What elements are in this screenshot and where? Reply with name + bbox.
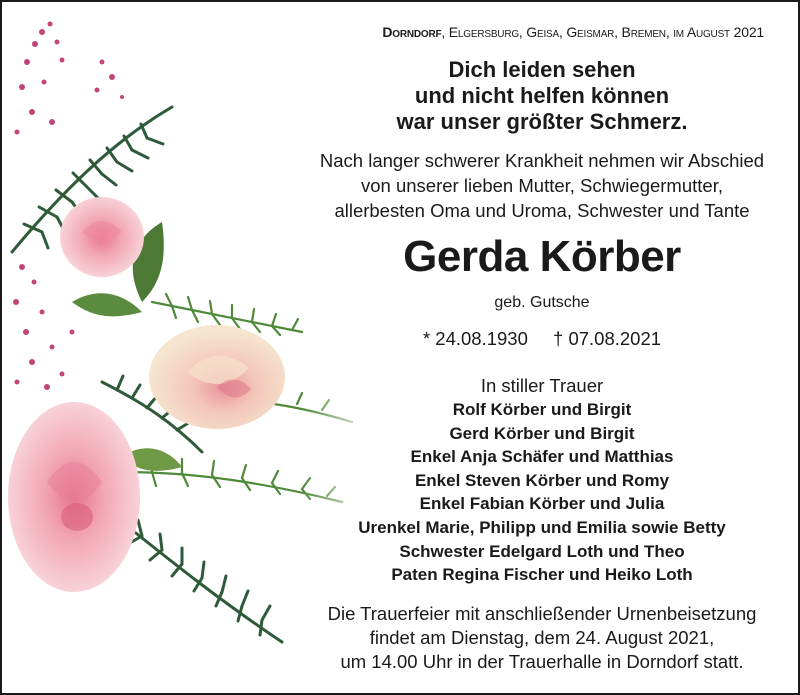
motto-line: Dich leiden sehen — [448, 57, 636, 82]
deceased-name: Gerda Körber — [403, 232, 681, 281]
mourner-entry: Paten Regina Fischer und Heiko Loth — [391, 565, 693, 585]
mourner-entry: Schwester Edelgard Loth und Theo — [399, 541, 685, 561]
service-line: findet am Dienstag, dem 24. August 2021, — [369, 627, 715, 648]
intro-text — [292, 148, 792, 223]
motto-line: war unser größter Schmerz. — [396, 109, 688, 134]
life-dates — [292, 327, 792, 351]
dateline-first-place: Dorndorf — [382, 24, 442, 40]
mourner-entry: Rolf Körber und Birgit — [452, 400, 632, 419]
death-date: † 07.08.2021 — [553, 328, 662, 349]
dateline-other-places: , Elgersburg, Geisa, Geismar, Bremen, im August 2021 — [441, 24, 764, 40]
mourner-entry: Urenkel Marie, Philipp und Emilia sowie Betty — [358, 517, 726, 537]
funeral-service-text — [292, 602, 792, 674]
intro-line: Nach langer schwerer Krankheit nehmen wir Abschied — [319, 150, 765, 171]
obituary-text — [292, 2, 792, 695]
mourning-heading: In stiller Trauer — [480, 375, 604, 396]
rose-upper-left — [60, 197, 144, 277]
birth-date: * 24.08.1930 — [422, 328, 528, 349]
mourner-entry: Gerd Körber und Birgit — [449, 423, 635, 443]
service-line: Die Trauerfeier mit anschließender Urnenbeisetzung — [327, 603, 757, 624]
rose-cream-center — [149, 325, 285, 429]
mourner-entry: Enkel Steven Körber und Romy — [414, 470, 670, 490]
rose-pink-lower-left — [8, 402, 140, 592]
mourner-entry: Enkel Fabian Körber und Julia — [419, 494, 665, 514]
intro-line: von unserer lieben Mutter, Schwiegermutter, — [361, 175, 723, 196]
dateline — [294, 24, 764, 40]
mourner-entry: Enkel Anja Schäfer und Matthias — [410, 447, 674, 467]
motto-line: und nicht helfen können — [414, 83, 670, 108]
intro-line: allerbesten Oma und Uroma, Schwester und Tante — [334, 200, 750, 221]
birth-name: geb. Gutsche — [494, 294, 590, 311]
mourners-list — [292, 398, 792, 587]
service-line: um 14.00 Uhr in der Trauerhalle in Dorndorf statt. — [340, 651, 744, 672]
motto — [292, 57, 792, 135]
